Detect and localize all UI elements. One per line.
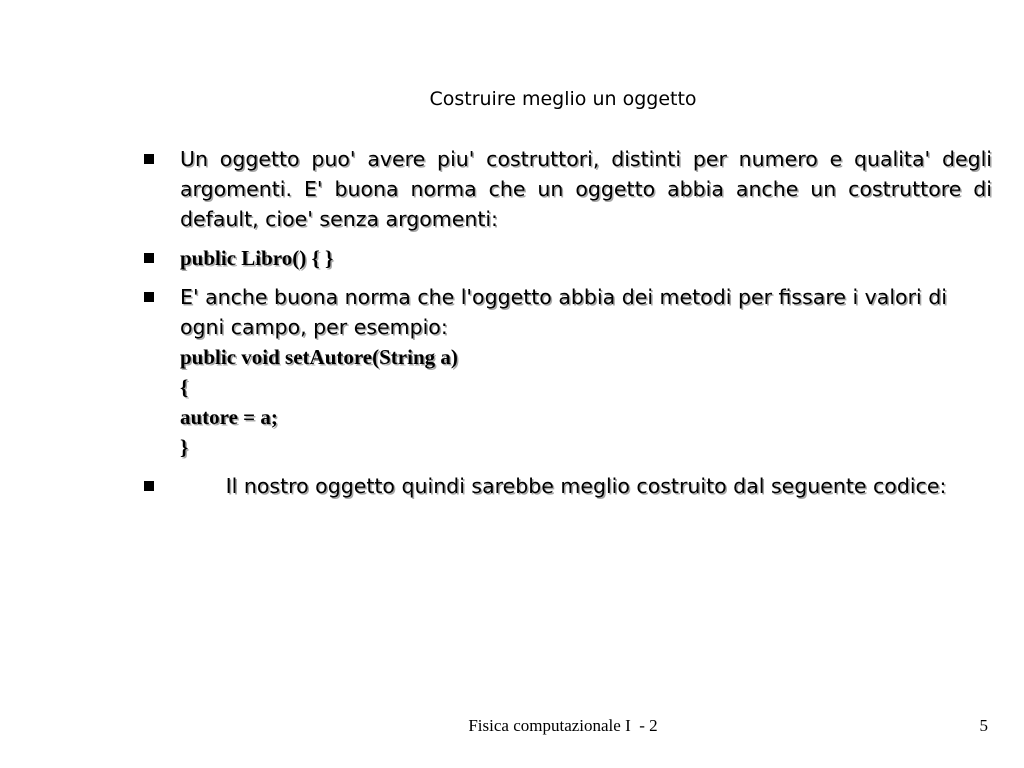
bullet-text: E' anche buona norma che l'oggetto abbia dei metodi per fissare i valori di ogni campo, per esempio: bbox=[180, 285, 947, 339]
bullet-item bbox=[140, 471, 992, 501]
slide-title: Costruire meglio un oggetto bbox=[429, 88, 697, 110]
page-number: 5 bbox=[979, 716, 988, 735]
bullet-text: Il nostro oggetto quindi sarebbe meglio costruito dal seguente codice: bbox=[225, 474, 947, 498]
square-bullet-icon bbox=[144, 253, 154, 263]
footer-course: Fisica computazionale I - 2 bbox=[468, 716, 658, 735]
bullet-item bbox=[140, 144, 992, 234]
code-line: } bbox=[180, 435, 189, 459]
code-line: public void setAutore(String a) bbox=[180, 345, 458, 369]
square-bullet-icon bbox=[144, 154, 154, 164]
square-bullet-icon bbox=[144, 292, 154, 302]
bullet-list bbox=[140, 144, 992, 510]
code-line: autore = a; bbox=[180, 405, 278, 429]
bullet-item bbox=[140, 282, 992, 462]
code-block bbox=[180, 342, 992, 462]
code-line: public Libro() { } bbox=[180, 246, 334, 270]
square-bullet-icon bbox=[144, 481, 154, 491]
bullet-item bbox=[140, 243, 992, 273]
code-line: { bbox=[180, 375, 189, 399]
bullet-text: Un oggetto puo' avere piu' costruttori, distinti per numero e qualita' degli argomenti. E' buona norma che un oggetto abbia anche un costruttore di default, cioe' senza argomenti: bbox=[180, 147, 992, 231]
